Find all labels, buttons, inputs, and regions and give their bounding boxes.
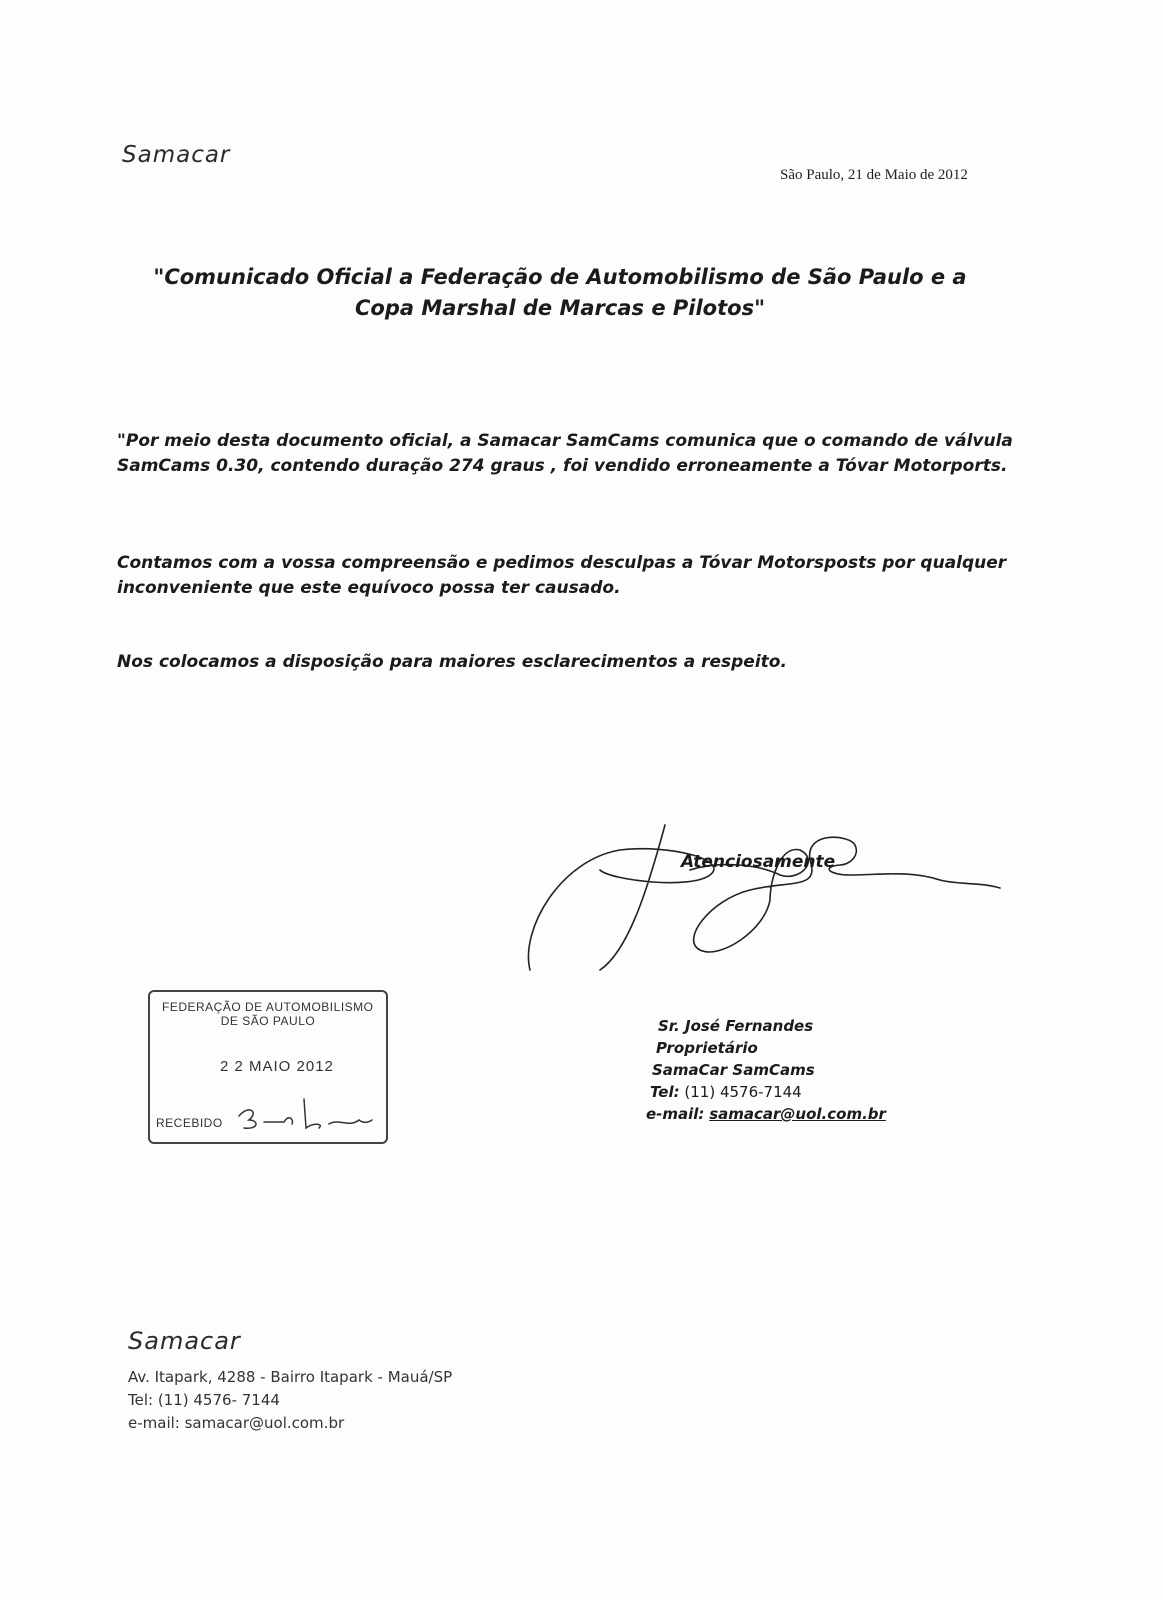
body-paragraph-3: Nos colocamos a disposição para maiores esclarecimentos a respeito. [117,652,787,672]
title-line-1: "Comunicado Oficial a Federação de Automobilismo de São Paulo e a [153,265,967,289]
letter-date: São Paulo, 21 de Maio de 2012 [780,167,968,183]
footer-address: Av. Itapark, 4288 - Bairro Itapark - Mauá/SP [128,1368,453,1386]
footer-email: e-mail: samacar@uol.com.br [128,1414,345,1432]
stamp-initials-scribble [234,1094,374,1134]
footer-contact [128,1366,452,1435]
signatory-tel [650,1081,886,1103]
closing-salutation: Atenciosamente [681,852,836,872]
email-link[interactable]: samacar@uol.com.br [709,1105,886,1123]
title-line-2: Copa Marshal de Marcas e Pilotos" [354,296,766,320]
signatory-email [646,1103,886,1125]
footer-logo: Samacar [128,1327,241,1355]
stamp-line-1: FEDERAÇÃO DE AUTOMOBILISMO [162,1000,374,1014]
footer-tel: Tel: (11) 4576- 7144 [128,1391,280,1409]
stamp-date: 2 2 MAIO 2012 [220,1058,334,1075]
body-paragraph-1: "Por meio desta documento oficial, a Samacar SamCams comunica que o comando de válvula SamCams 0.30, contendo duração 274 graus , foi vendido erroneamente a Tóvar Motorports. [117,431,1013,476]
signatory-company: SamaCar SamCams [652,1061,815,1079]
stamp-line-2: DE SÃO PAULO [220,1014,316,1028]
signatory-block [646,1015,886,1125]
tel-value: (11) 4576-7144 [684,1083,802,1101]
handwritten-signature [520,820,1030,980]
tel-label: Tel: [650,1083,680,1101]
header-logo: Samacar [122,142,231,168]
email-label: e-mail: [646,1105,705,1123]
stamp-received-label: RECEBIDO [156,1116,223,1130]
signatory-role: Proprietário [656,1039,758,1057]
body-paragraph-2: Contamos com a vossa compreensão e pedimos desculpas a Tóvar Motorsposts por qualquer inconveniente que este equívoco possa ter causado. [117,553,1007,598]
received-stamp [148,990,388,1144]
letter-title [110,262,1010,324]
signatory-name: Sr. José Fernandes [658,1017,814,1035]
